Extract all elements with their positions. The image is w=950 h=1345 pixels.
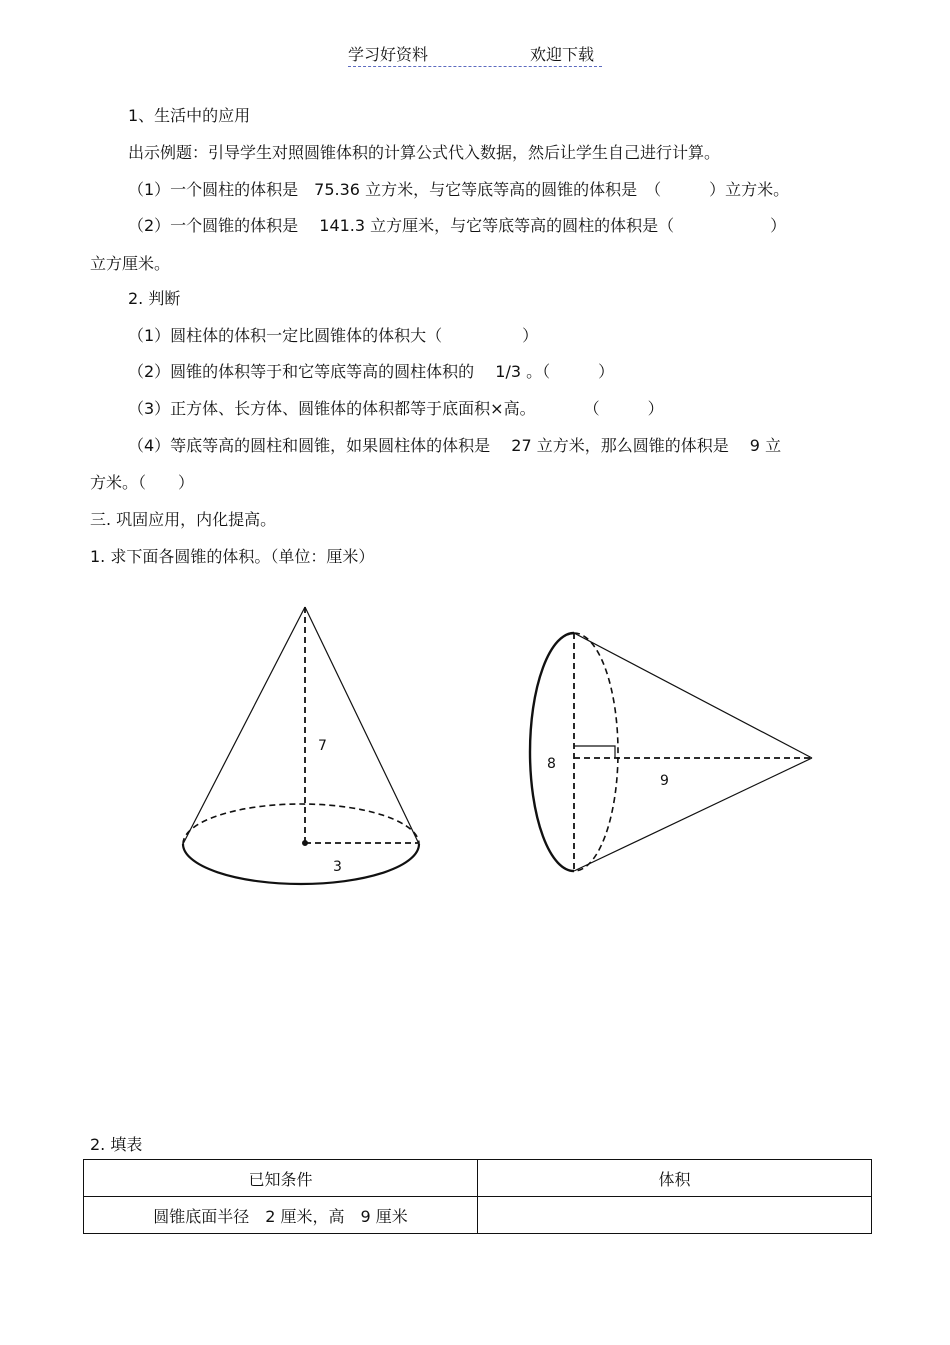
cone-2-height-label: 9 <box>660 773 669 789</box>
cone-1-base-back <box>183 804 419 844</box>
cone-2-diameter-label: 8 <box>547 756 556 772</box>
table-cell-condition: 圆锥底面半径 2 厘米，高 9 厘米 <box>84 1197 478 1234</box>
cone-2-top-edge <box>574 633 812 758</box>
table-cell-volume[interactable] <box>478 1197 872 1234</box>
section-2-title: 2. 判断 <box>128 289 181 308</box>
cone-1-radius-label: 3 <box>333 859 342 875</box>
cone-2-base-front <box>530 633 574 871</box>
cone-1-center-dot <box>303 841 308 846</box>
section-3-question-2: 2. 填表 <box>90 1135 143 1154</box>
question-2: （2）一个圆锥的体积是 141.3 立方厘米，与它等底等高的圆柱的体积是（ ） <box>128 216 787 235</box>
judge-1: （1）圆柱体的体积一定比圆锥体的体积大（ ） <box>128 326 539 345</box>
judge-4-continued: 方米。（ ） <box>90 473 195 492</box>
cone-1-right-edge <box>305 607 419 844</box>
section-1-intro: 出示例题：引导学生对照圆锥体积的计算公式代入数据，然后让学生自己进行计算。 <box>128 143 721 162</box>
table-header-row <box>84 1160 872 1197</box>
judge-4: （4）等底等高的圆柱和圆锥，如果圆柱体的体积是 27 立方米，那么圆锥的体积是 9 立 <box>128 436 782 455</box>
section-3-question-1: 1. 求下面各圆锥的体积。（单位：厘米） <box>90 547 375 566</box>
cone-2 <box>530 633 812 871</box>
cone-1 <box>183 607 419 884</box>
fill-table <box>83 1159 872 1234</box>
section-3-title: 三. 巩固应用，内化提高。 <box>90 510 277 529</box>
section-1-title: 1、生活中的应用 <box>128 106 251 125</box>
question-2-continued: 立方厘米。 <box>90 254 171 273</box>
cone-2-right-angle-mark <box>574 746 615 758</box>
question-1: （1）一个圆柱的体积是 75.36 立方米，与它等底等高的圆锥的体积是 （ ）立方米。 <box>128 180 790 199</box>
header-left-text: 学习好资料 <box>348 45 429 64</box>
judge-3: （3）正方体、长方体、圆锥体的体积都等于底面积×高。 （ ） <box>128 399 664 418</box>
table-header-cell: 已知条件 <box>84 1160 478 1197</box>
judge-2: （2）圆锥的体积等于和它等底等高的圆柱体积的 1/3 。（ ） <box>128 362 615 381</box>
cone-1-base-front <box>183 844 419 884</box>
header-right-text: 欢迎下载 <box>530 45 595 64</box>
table-header-cell: 体积 <box>478 1160 872 1197</box>
cone-2-base-back <box>574 633 618 871</box>
cone-2-bottom-edge <box>574 758 812 871</box>
cone-1-height-label: 7 <box>318 738 327 754</box>
table-row <box>84 1197 872 1234</box>
